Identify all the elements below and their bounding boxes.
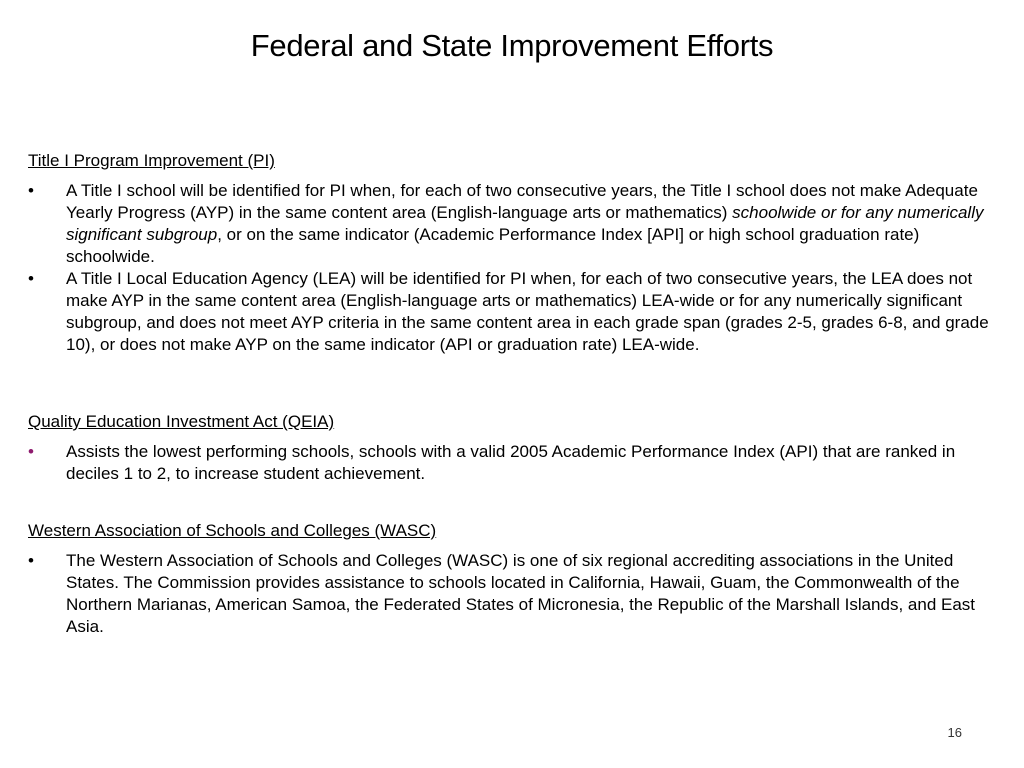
bullet-list	[28, 550, 998, 638]
section-wasc	[28, 520, 998, 638]
section-heading: Title I Program Improvement (PI)	[28, 151, 275, 170]
section-title-i-pi	[28, 150, 998, 356]
section-heading: Western Association of Schools and Colleges (WASC)	[28, 521, 437, 540]
bullet-text: A Title I school will be identified for PI when, for each of two consecutive years, the Title I school does not make Adequate Yearly Progress (AYP) in the same content area (English-language arts or mathematics)	[66, 181, 978, 222]
bullet-text: Assists the lowest performing schools, schools with a valid 2005 Academic Performance Index (API) that are ranked in deciles 1 to 2, to increase student achievement.	[66, 442, 956, 483]
bullet-icon: •	[28, 269, 34, 288]
section-qeia	[28, 411, 998, 485]
bullet-item	[28, 441, 998, 485]
bullet-item	[28, 550, 998, 638]
bullet-icon: •	[28, 551, 34, 570]
bullet-text: The Western Association of Schools and Colleges (WASC) is one of six regional accrediting associations in the United States. The Commission provides assistance to schools located in California, Hawaii, Guam, the Commonwealth of the Northern Marianas, American Samoa, the Federated States of Micronesia, the Republic of the Marshall Islands, and East Asia.	[66, 551, 976, 636]
bullet-text: A Title I Local Education Agency (LEA) will be identified for PI when, for each of two consecutive years, the LEA does not make AYP in the same content area (English-language arts or mathematics) LEA-wide or for any numerically significant subgroup, and does not meet AYP criteria in the same content area in each grade span (grades 2-5, grades 6-8, and grade 10), or does not make AYP on the same indicator (API or graduation rate) LEA-wide.	[66, 269, 989, 354]
bullet-text: , or on the same indicator (Academic Performance Index [API] or high school graduation rate) schoolwide.	[66, 225, 920, 266]
section-heading: Quality Education Investment Act (QEIA)	[28, 412, 335, 431]
bullet-item	[28, 180, 998, 268]
bullet-list	[28, 180, 998, 356]
bullet-text-italic: schoolwide or for any numerically significant subgroup	[66, 203, 984, 244]
page-number: 16	[947, 725, 962, 740]
bullet-item	[28, 268, 998, 356]
bullet-icon: •	[28, 181, 34, 200]
slide-title: Federal and State Improvement Efforts	[250, 28, 774, 63]
bullet-list	[28, 441, 998, 485]
bullet-icon: •	[28, 442, 34, 461]
